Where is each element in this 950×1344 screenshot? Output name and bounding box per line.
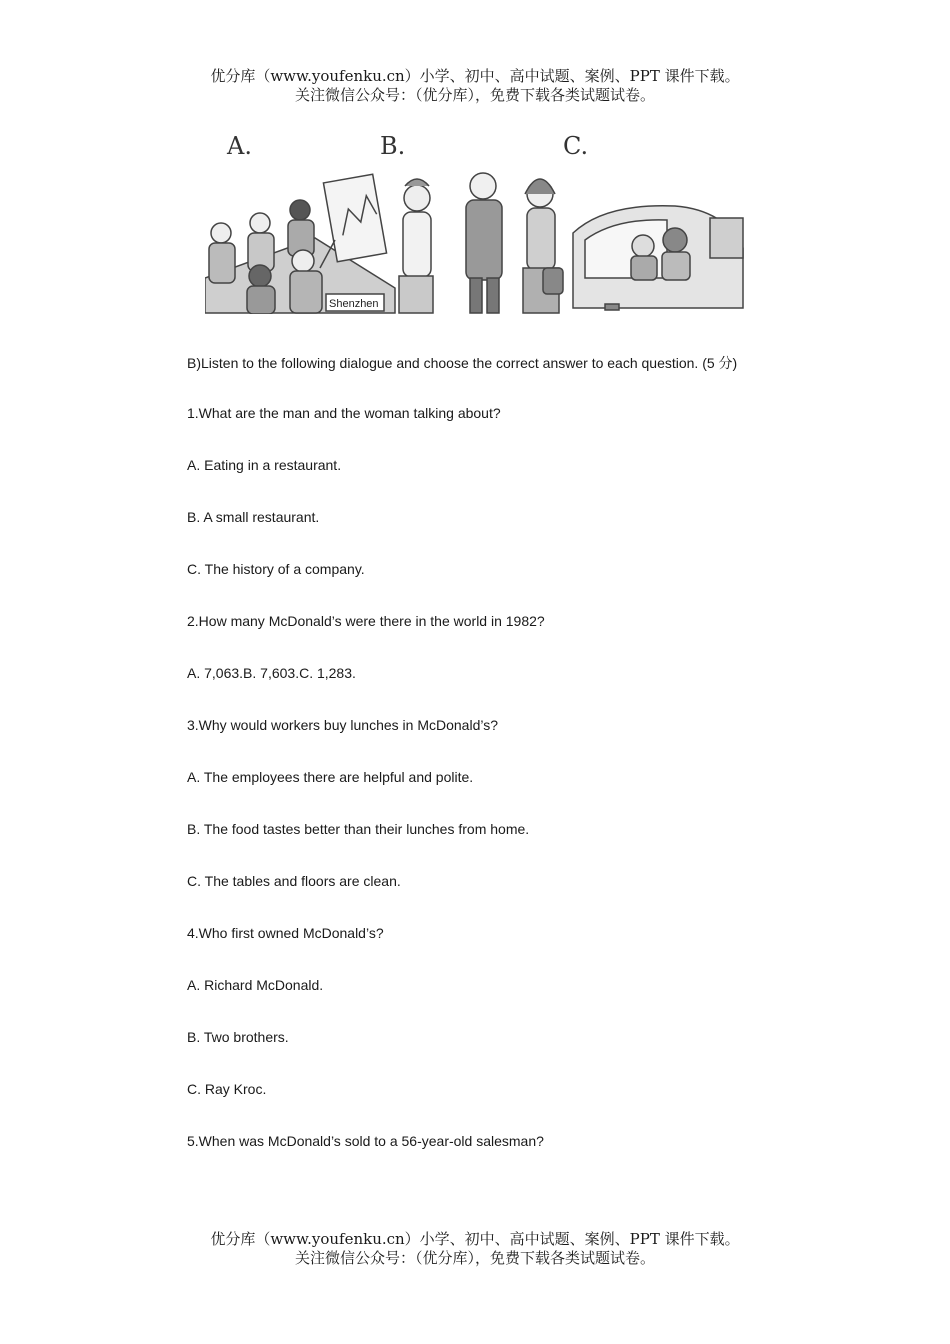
question-3: 3.Why would workers buy lunches in McDonald’s? (187, 717, 498, 733)
picture-a-meeting (205, 174, 395, 314)
footer-line-1: 优分库（www.youfenku.cn）小学、初中、高中试题、案例、PPT 课件下载。 (210, 1230, 740, 1248)
question-4-option-b: B. Two brothers. (187, 1029, 289, 1045)
question-3-option-b: B. The food tastes better than their lunches from home. (187, 821, 530, 837)
section-instruction: B)Listen to the following dialogue and choose the correct answer to each question. (5 分) (187, 355, 738, 371)
page-footer (0, 1230, 950, 1268)
shenzhen-sign: Shenzhen (329, 298, 379, 310)
question-1-option-c: C. The history of a company. (187, 561, 365, 577)
header-line-1: 优分库（www.youfenku.cn）小学、初中、高中试题、案例、PPT 课件下载。 (210, 67, 740, 85)
page-header (0, 67, 950, 105)
question-3-option-a: A. The employees there are helpful and polite. (187, 769, 474, 785)
question-1-option-a: A. Eating in a restaurant. (187, 457, 342, 473)
question-5: 5.When was McDonald’s sold to a 56-year-old salesman? (187, 1133, 544, 1149)
question-2-options: A. 7,063.B. 7,603.C. 1,283. (187, 665, 356, 681)
picture-label-c: C. (563, 132, 589, 160)
question-2: 2.How many McDonald’s were there in the world in 1982? (187, 613, 545, 629)
picture-label-b: B. (380, 132, 406, 160)
footer-line-2: 关注微信公众号：（优分库），免费下载各类试题试卷。 (294, 1249, 655, 1267)
question-1: 1.What are the man and the woman talking about? (187, 405, 501, 421)
question-4: 4.Who first owned McDonald’s? (187, 925, 384, 941)
question-pictures (205, 128, 745, 314)
picture-b-people (399, 173, 563, 313)
question-1-option-b: B. A small restaurant. (187, 509, 320, 525)
question-3-option-c: C. The tables and floors are clean. (187, 873, 401, 889)
header-line-2: 关注微信公众号：（优分库），免费下载各类试题试卷。 (294, 86, 655, 104)
question-4-option-c: C. Ray Kroc. (187, 1081, 267, 1097)
picture-label-a: A. (227, 132, 252, 160)
question-4-option-a: A. Richard McDonald. (187, 977, 324, 993)
picture-c-car (573, 206, 743, 310)
